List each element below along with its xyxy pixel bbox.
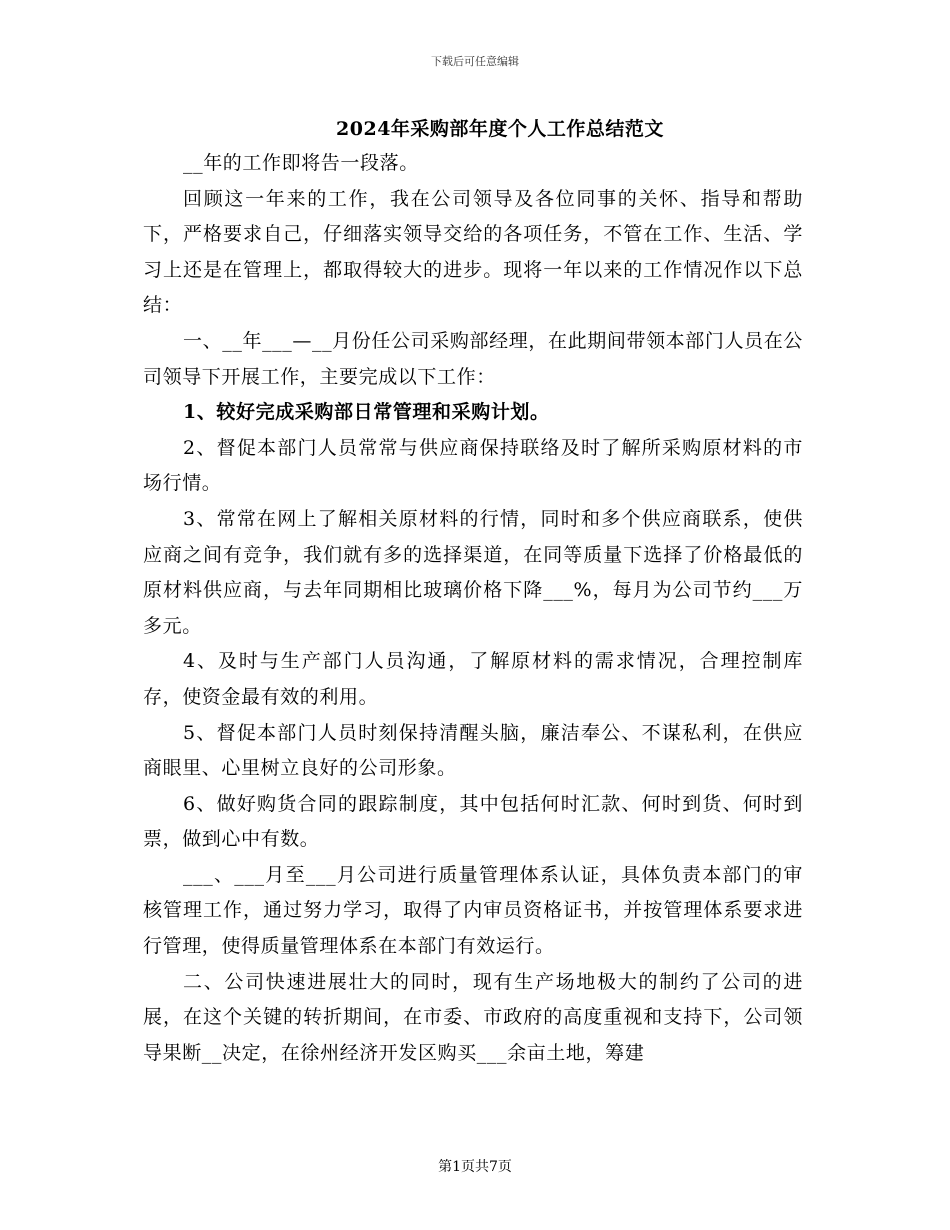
paragraph: 2、督促本部门人员常常与供应商保持联络及时了解所采购原材料的市场行情。 [143,436,803,495]
paragraph: 3、常常在网上了解相关原材料的行情，同时和多个供应商联系，使供应商之间有竞争，我们就有多的选择渠道，在同等质量下选择了价格最低的原材料供应商，与去年同期相比玻璃价格下降___%，每月为公司节约___万多元。 [143,507,803,637]
bold-paragraph: 1、较好完成采购部日常管理和采购计划。 [183,401,550,424]
paragraph: __年的工作即将告一段落。 [183,152,419,174]
paragraph: 6、做好购货合同的跟踪制度，其中包括何时汇款、何时到货、何时到票，做到心中有数。 [143,792,803,851]
document-body [143,146,803,1071]
paragraph: 5、督促本部门人员时刻保持清醒头脑，廉洁奉公、不谋私利，在供应商眼里、心里树立良好的公司形象。 [143,721,803,780]
document-title: 2024年采购部年度个人工作总结范文 [336,118,664,140]
paragraph: 4、及时与生产部门人员沟通，了解原材料的需求情况，合理控制库存，使资金最有效的利用。 [143,650,803,708]
paragraph: ___、___月至___月公司进行质量管理体系认证，具体负责本部门的审核管理工作，通过努力学习，取得了内审员资格证书，并按管理体系要求进行管理，使得质量管理体系在本部门有效运行。 [143,863,803,958]
page-footer: 第1页共7页 [438,1159,512,1175]
header-note: 下载后可任意编辑 [431,55,519,68]
paragraph: 二、公司快速进展壮大的同时，现有生产场地极大的制约了公司的进展，在这个关键的转折期间，在市委、市政府的高度重视和支持下，公司领导果断__决定，在徐州经济开发区购买___余亩土地，筹建 [143,970,803,1064]
paragraph: 一、__年___—__月份任公司采购部经理，在此期间带领本部门人员在公司领导下开展工作，主要完成以下工作： [143,329,803,388]
paragraph: 回顾这一年来的工作，我在公司领导及各位同事的关怀、指导和帮助下，严格要求自己，仔细落实领导交给的各项任务，不管在工作、生活、学习上还是在管理上，都取得较大的进步。现将一年以来的工作情况作以下总结： [143,187,803,317]
